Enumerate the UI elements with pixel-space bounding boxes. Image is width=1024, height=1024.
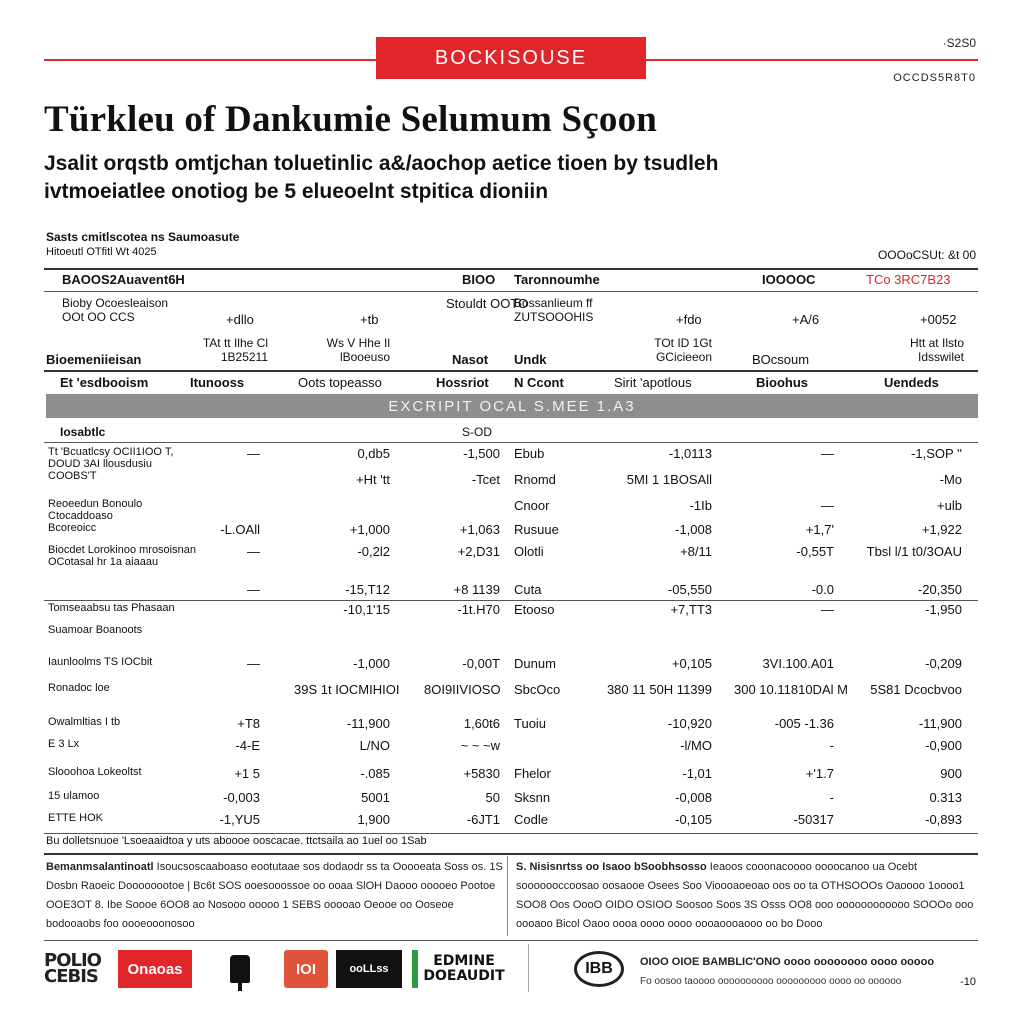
row-cell-v3: -1t.H70 bbox=[457, 602, 500, 617]
row-cell-v5: +7,TT3 bbox=[670, 602, 712, 617]
row-cell-v7: 900 bbox=[940, 766, 962, 781]
row-cell-v6: +1,7' bbox=[805, 522, 834, 537]
row-cell-v5: -05,550 bbox=[667, 582, 712, 597]
row-cell-v7: -1,950 bbox=[925, 602, 962, 617]
row-cell-v5: -1,0113 bbox=[668, 446, 712, 461]
row-cell-v7: -20,350 bbox=[917, 582, 962, 597]
row-cell-v3: +5830 bbox=[463, 766, 500, 781]
logo-divider bbox=[528, 944, 529, 992]
header-cell: Bioemeniieisan bbox=[46, 352, 142, 367]
row-cell-v6: -005 -1.36 bbox=[774, 716, 834, 731]
row-label: Suamoar Boanoots bbox=[48, 624, 143, 636]
masthead-meta-right: OCCDS5R8T0 bbox=[893, 72, 976, 84]
logo-ring-text: IBB bbox=[574, 951, 624, 987]
row-cell-v1: — bbox=[247, 582, 260, 597]
row-cell-v7: Tbsl l/1 t0/3OAU bbox=[866, 544, 962, 559]
row-cell-v3: +2,D31 bbox=[457, 544, 500, 559]
row-label: Tomseaabsu tas Phasaan bbox=[48, 602, 175, 614]
footer-left-text: Isoucsoscaaboaso eootutaae sos dodaodr ss ta Ooooeata Soss os. 1S Dosbn Raoeic Doooooootoe | Bc6t SOS ooesooossoe oo ooaa SlOH Daooo ooooeo Pootoe OOE3OT 8. Ibe Soooe 6OO8 ao Nosooo ooooo 1 SEBS ooooao Oeooe oo Ooseoe bodooaobs foo oooeooonosoo bbox=[46, 861, 503, 930]
header-cell: Hossriot bbox=[436, 375, 489, 390]
header-cell: Bioby Ocoesleaison OOt OO CCS bbox=[62, 296, 169, 324]
row-cell-v2: 1,900 bbox=[357, 812, 390, 827]
row-cell-v5: -1,01 bbox=[682, 766, 712, 781]
page-number: -10 bbox=[960, 976, 976, 988]
header-cell: Oots topeasso bbox=[298, 375, 382, 390]
header-cell: +dllo bbox=[226, 312, 254, 327]
row-cell-v2: 0,db5 bbox=[357, 446, 390, 461]
row-cell-v6: -0,55T bbox=[796, 544, 834, 559]
row-cell-v5: +8/11 bbox=[680, 544, 712, 559]
footer-rule bbox=[44, 853, 978, 855]
row-cell-v5: -1,008 bbox=[675, 522, 712, 537]
row-cell-v6: - bbox=[829, 738, 834, 753]
row-cell-v7: +1,922 bbox=[921, 522, 962, 537]
row-cell-v4: Tuoiu bbox=[514, 716, 547, 731]
row-cell-v1: +T8 bbox=[237, 716, 260, 731]
row-cell-v7: -Mo bbox=[939, 472, 962, 487]
row-cell-v4: Dunum bbox=[514, 656, 556, 671]
header-col: BAOOS2Auavent6H bbox=[62, 272, 185, 287]
table-note: Bu dolletsnuoe 'Lsoeaaidtoa y uts aboooe ooscacae. ttctsaila ao 1uel oo 1Sab bbox=[46, 835, 427, 847]
row-cell-v2: -10,1'15 bbox=[343, 602, 390, 617]
table-row bbox=[44, 624, 980, 644]
header-col: BIOO bbox=[462, 272, 496, 287]
footer-divider bbox=[507, 856, 508, 936]
table-rule bbox=[44, 600, 978, 601]
table-caption-right: OOOoCSUt: &t 00 bbox=[877, 248, 976, 262]
row-cell-v5: -l/MO bbox=[680, 738, 712, 753]
row-cell-v7: 0.313 bbox=[929, 790, 962, 805]
page-title: Türkleu of Dankumie Selumum Sçoon bbox=[44, 99, 658, 140]
row-cell-v2: +1,000 bbox=[349, 522, 390, 537]
table-rule bbox=[44, 370, 978, 372]
row-label: ETTE HOK bbox=[48, 812, 104, 824]
table-row bbox=[44, 738, 980, 758]
footer-right-text: Ieaoos cooonacoooo oooocanoo ua Ocebt sooooooccoosao oosaooe Osees Soo Vioooaoeoao oos oo ta OTHSOOOs Oaoooo 1oooo1 SOO8 Oos OooO OIDO OSIOO Soosoo Soos 3S Osss OO8 ooo oooooooooooo SOOOo ooo oooaoo Bicol Oaoo oooa oooo oooo oooaoooaooo oo bo Dooo bbox=[516, 861, 974, 930]
header-cell: TOt ID 1Gt GCicieeon bbox=[654, 336, 712, 364]
table-row bbox=[44, 472, 980, 492]
row-cell-v2: -0,2l2 bbox=[357, 544, 390, 559]
row-cell-v2: -11,900 bbox=[346, 716, 390, 731]
row-cell-v2: 5001 bbox=[361, 790, 390, 805]
row-cell-v4: Codle bbox=[514, 812, 548, 827]
page-subtitle: Jsalit orqstb omtjchan toluetinlic a&/aochop aetice tioen by tsudleh ivtmoeiatlee onotiog be 5 elueoelnt stpitica dioniin bbox=[44, 152, 719, 203]
row-cell-v6: -0.0 bbox=[811, 582, 834, 597]
row-label: Iaunloolms TS IOCbit bbox=[48, 656, 153, 668]
row-label: Ronadoc loe bbox=[48, 682, 110, 694]
table-rule bbox=[44, 291, 978, 292]
logo-polio: POLIO CEBIS bbox=[44, 950, 101, 987]
row-cell-v1: -1,YU5 bbox=[219, 812, 260, 827]
header-cell: Bossanlieum ff ZUTSOOOHIS bbox=[514, 296, 594, 324]
row-cell-v6: — bbox=[821, 498, 834, 513]
logo-red-box: Onaoas bbox=[118, 950, 192, 988]
footer-bottom-rule bbox=[44, 940, 978, 941]
header-cell: +A/6 bbox=[792, 312, 820, 327]
logo-edmine bbox=[412, 950, 510, 988]
row-cell-v3: -1,500 bbox=[463, 446, 500, 461]
row-cell-v4: Cuta bbox=[514, 582, 542, 597]
row-label: Biocdet Lorokinoo mrosoisnan OCotasal hr 1a aiaaau bbox=[48, 544, 196, 568]
row-cell-v5: 380 11 50H 11399 bbox=[606, 682, 712, 697]
row-cell-v1: — bbox=[247, 656, 260, 671]
footer-bottom-text: Fo oosoo taoooo oooooooooo ooooooooo oooo oo oooooo bbox=[640, 976, 902, 987]
row-cell-v2: -15,T12 bbox=[345, 582, 390, 597]
logo-edmine-line1: EDMINE bbox=[433, 953, 495, 969]
table-row bbox=[44, 498, 980, 522]
table-row bbox=[44, 602, 980, 622]
row-cell-v2: -1,000 bbox=[353, 656, 390, 671]
row-cell-v3: ~ ~ ~w bbox=[460, 738, 500, 753]
row-cell-v4: Sksnn bbox=[514, 790, 551, 805]
table-row bbox=[44, 544, 980, 568]
header-cell: +0052 bbox=[920, 312, 957, 327]
row-cell-v7: -0,209 bbox=[925, 656, 962, 671]
footer-bottom-title: OIOO OIOE BAMBLIC'ONO oooo oooooooo oooo ooooo bbox=[640, 956, 935, 968]
table-rule bbox=[44, 442, 978, 443]
row-cell-v5: 5MI 1 1BOSAll bbox=[626, 472, 712, 487]
header-cell: Itunooss bbox=[190, 375, 245, 390]
row-cell-v6: - bbox=[829, 790, 834, 805]
row-cell-v1: -L.OAll bbox=[220, 522, 260, 537]
microphone-icon bbox=[222, 950, 258, 988]
section-banner: EXCRIPIT OCAL S.MEE 1.A3 bbox=[46, 394, 978, 418]
header-cell: +fdo bbox=[676, 312, 702, 327]
row-label: Reoeedun Bonoulo Ctocaddoaso bbox=[48, 498, 143, 522]
row-cell-v6: 300 10.11810DAl M bbox=[734, 682, 848, 697]
logo-orange: IOI bbox=[284, 950, 328, 988]
footer-left-head: Bemanmsalantinoatl bbox=[46, 861, 154, 873]
row-cell-v7: -0,900 bbox=[925, 738, 962, 753]
row-cell-v3: +1,063 bbox=[459, 522, 500, 537]
table-row bbox=[44, 716, 980, 736]
table-row bbox=[44, 812, 980, 832]
header-cell: N Ccont bbox=[514, 375, 564, 390]
row-cell-v7: +ulb bbox=[937, 498, 962, 513]
row-cell-v5: -1Ib bbox=[689, 498, 712, 513]
row-cell-v4: Rnomd bbox=[514, 472, 556, 487]
row-cell-v3: -Tcet bbox=[471, 472, 500, 487]
row-cell-v6: -50317 bbox=[793, 812, 834, 827]
table-row bbox=[44, 766, 980, 786]
logo-ring bbox=[572, 950, 626, 988]
row-cell-v1: — bbox=[247, 446, 260, 461]
header-cell: BOcsoum bbox=[752, 352, 810, 367]
row-cell-v4: Fhelor bbox=[514, 766, 551, 781]
header-cell: +tb bbox=[360, 312, 379, 327]
section-center: S-OD bbox=[462, 425, 492, 439]
header-cell: Stouldt OOTO bbox=[446, 296, 529, 311]
footer-right bbox=[516, 858, 978, 934]
row-cell-v1: -0,003 bbox=[223, 790, 260, 805]
header-col-red: TCo 3RC7B23 bbox=[866, 272, 951, 287]
row-cell-v3: +8 1139 bbox=[453, 582, 500, 597]
row-cell-v7: 5S81 Dcocbvoo bbox=[870, 682, 962, 697]
section-label: Iosabtlc bbox=[60, 425, 106, 439]
row-cell-v5: -0,105 bbox=[675, 812, 712, 827]
table-row bbox=[44, 522, 980, 542]
row-cell-v5: +0,105 bbox=[671, 656, 712, 671]
brand-badge[interactable]: BOCKISOUSE bbox=[376, 37, 646, 79]
table-caption: Sasts cmitlscotea ns Saumoasute bbox=[46, 230, 240, 244]
row-cell-v4: Cnoor bbox=[514, 498, 550, 513]
row-cell-v1: +1 5 bbox=[234, 766, 260, 781]
row-cell-v7: -11,900 bbox=[918, 716, 962, 731]
footer-right-head: S. Nisisnrtss oo Isaoo bSoobhsosso bbox=[516, 861, 707, 873]
table-caption-sub: Hitoeutl OTfitl Wt 4025 bbox=[46, 246, 157, 258]
header-cell: Et 'esdbooism bbox=[60, 375, 149, 390]
row-cell-v2: +Ht 'tt bbox=[356, 472, 390, 487]
row-cell-v2: L/NO bbox=[359, 738, 390, 753]
header-col: IOOOOC bbox=[762, 272, 816, 287]
table-row bbox=[44, 656, 980, 676]
logo-edmine-line2: DOEAUDIT bbox=[423, 968, 505, 984]
row-cell-v5: -0,008 bbox=[675, 790, 712, 805]
row-label: Bcoreoicc bbox=[48, 522, 97, 534]
table-top-rule bbox=[44, 268, 978, 270]
row-label: Tt 'Bcuatlcsy OCII1IOO T, DOUD 3AI llousdusiu COOBS'T bbox=[48, 446, 174, 482]
header-cell: Bioohus bbox=[756, 375, 808, 390]
row-label: Slooohoa Lokeoltst bbox=[48, 766, 142, 778]
row-cell-v3: -6JT1 bbox=[466, 812, 500, 827]
row-cell-v4: Rusuue bbox=[514, 522, 559, 537]
row-cell-v3: 50 bbox=[485, 790, 500, 805]
header-cell: Ws V Hhe Il lBooeuso bbox=[326, 336, 390, 364]
row-label: Owalmltias I tb bbox=[48, 716, 121, 728]
header-cell: Htt at Ilsto Idsswilet bbox=[909, 336, 964, 364]
header-cell: Nasot bbox=[452, 352, 489, 367]
row-cell-v6: — bbox=[821, 446, 834, 461]
row-cell-v4: Olotli bbox=[514, 544, 544, 559]
header-col: Taronnoumhe bbox=[514, 272, 600, 287]
row-cell-v4: SbcOco bbox=[514, 682, 561, 697]
row-label: E 3 Lx bbox=[48, 738, 80, 750]
row-cell-v2: 39S 1t IOCMIHIOI bbox=[294, 682, 400, 697]
row-cell-v1: — bbox=[247, 544, 260, 559]
table-row bbox=[44, 682, 980, 702]
row-cell-v5: -10,920 bbox=[667, 716, 712, 731]
logo-black-box: ooLLss bbox=[336, 950, 402, 988]
header-cell: Uendeds bbox=[884, 375, 939, 390]
table-row bbox=[44, 790, 980, 810]
row-cell-v4: Etooso bbox=[514, 602, 555, 617]
row-cell-v3: -0,00T bbox=[462, 656, 500, 671]
row-cell-v7: -0,893 bbox=[925, 812, 962, 827]
header-cell: Undk bbox=[514, 352, 547, 367]
row-cell-v7: -1,SOP '' bbox=[911, 446, 962, 461]
row-label: 15 ulamoo bbox=[48, 790, 100, 802]
header-cell: Sirit 'apotlous bbox=[614, 375, 692, 390]
table-row bbox=[44, 582, 980, 602]
header-cell: TAt tt Ilhe Cl 1B25211 bbox=[202, 336, 268, 364]
row-cell-v6: +'1.7 bbox=[805, 766, 834, 781]
row-cell-v2: -.085 bbox=[360, 766, 390, 781]
table-bottom-rule bbox=[44, 833, 978, 834]
row-cell-v6: 3VI.100.A01 bbox=[762, 656, 834, 671]
row-cell-v3: 8OI9IIVIOSO bbox=[424, 682, 501, 697]
masthead-meta: ·S2S0 bbox=[942, 36, 976, 50]
footer-left bbox=[46, 858, 506, 934]
row-cell-v4: Ebub bbox=[514, 446, 545, 461]
row-cell-v1: -4-E bbox=[235, 738, 260, 753]
row-cell-v6: — bbox=[821, 602, 834, 617]
row-cell-v3: 1,60t6 bbox=[463, 716, 500, 731]
